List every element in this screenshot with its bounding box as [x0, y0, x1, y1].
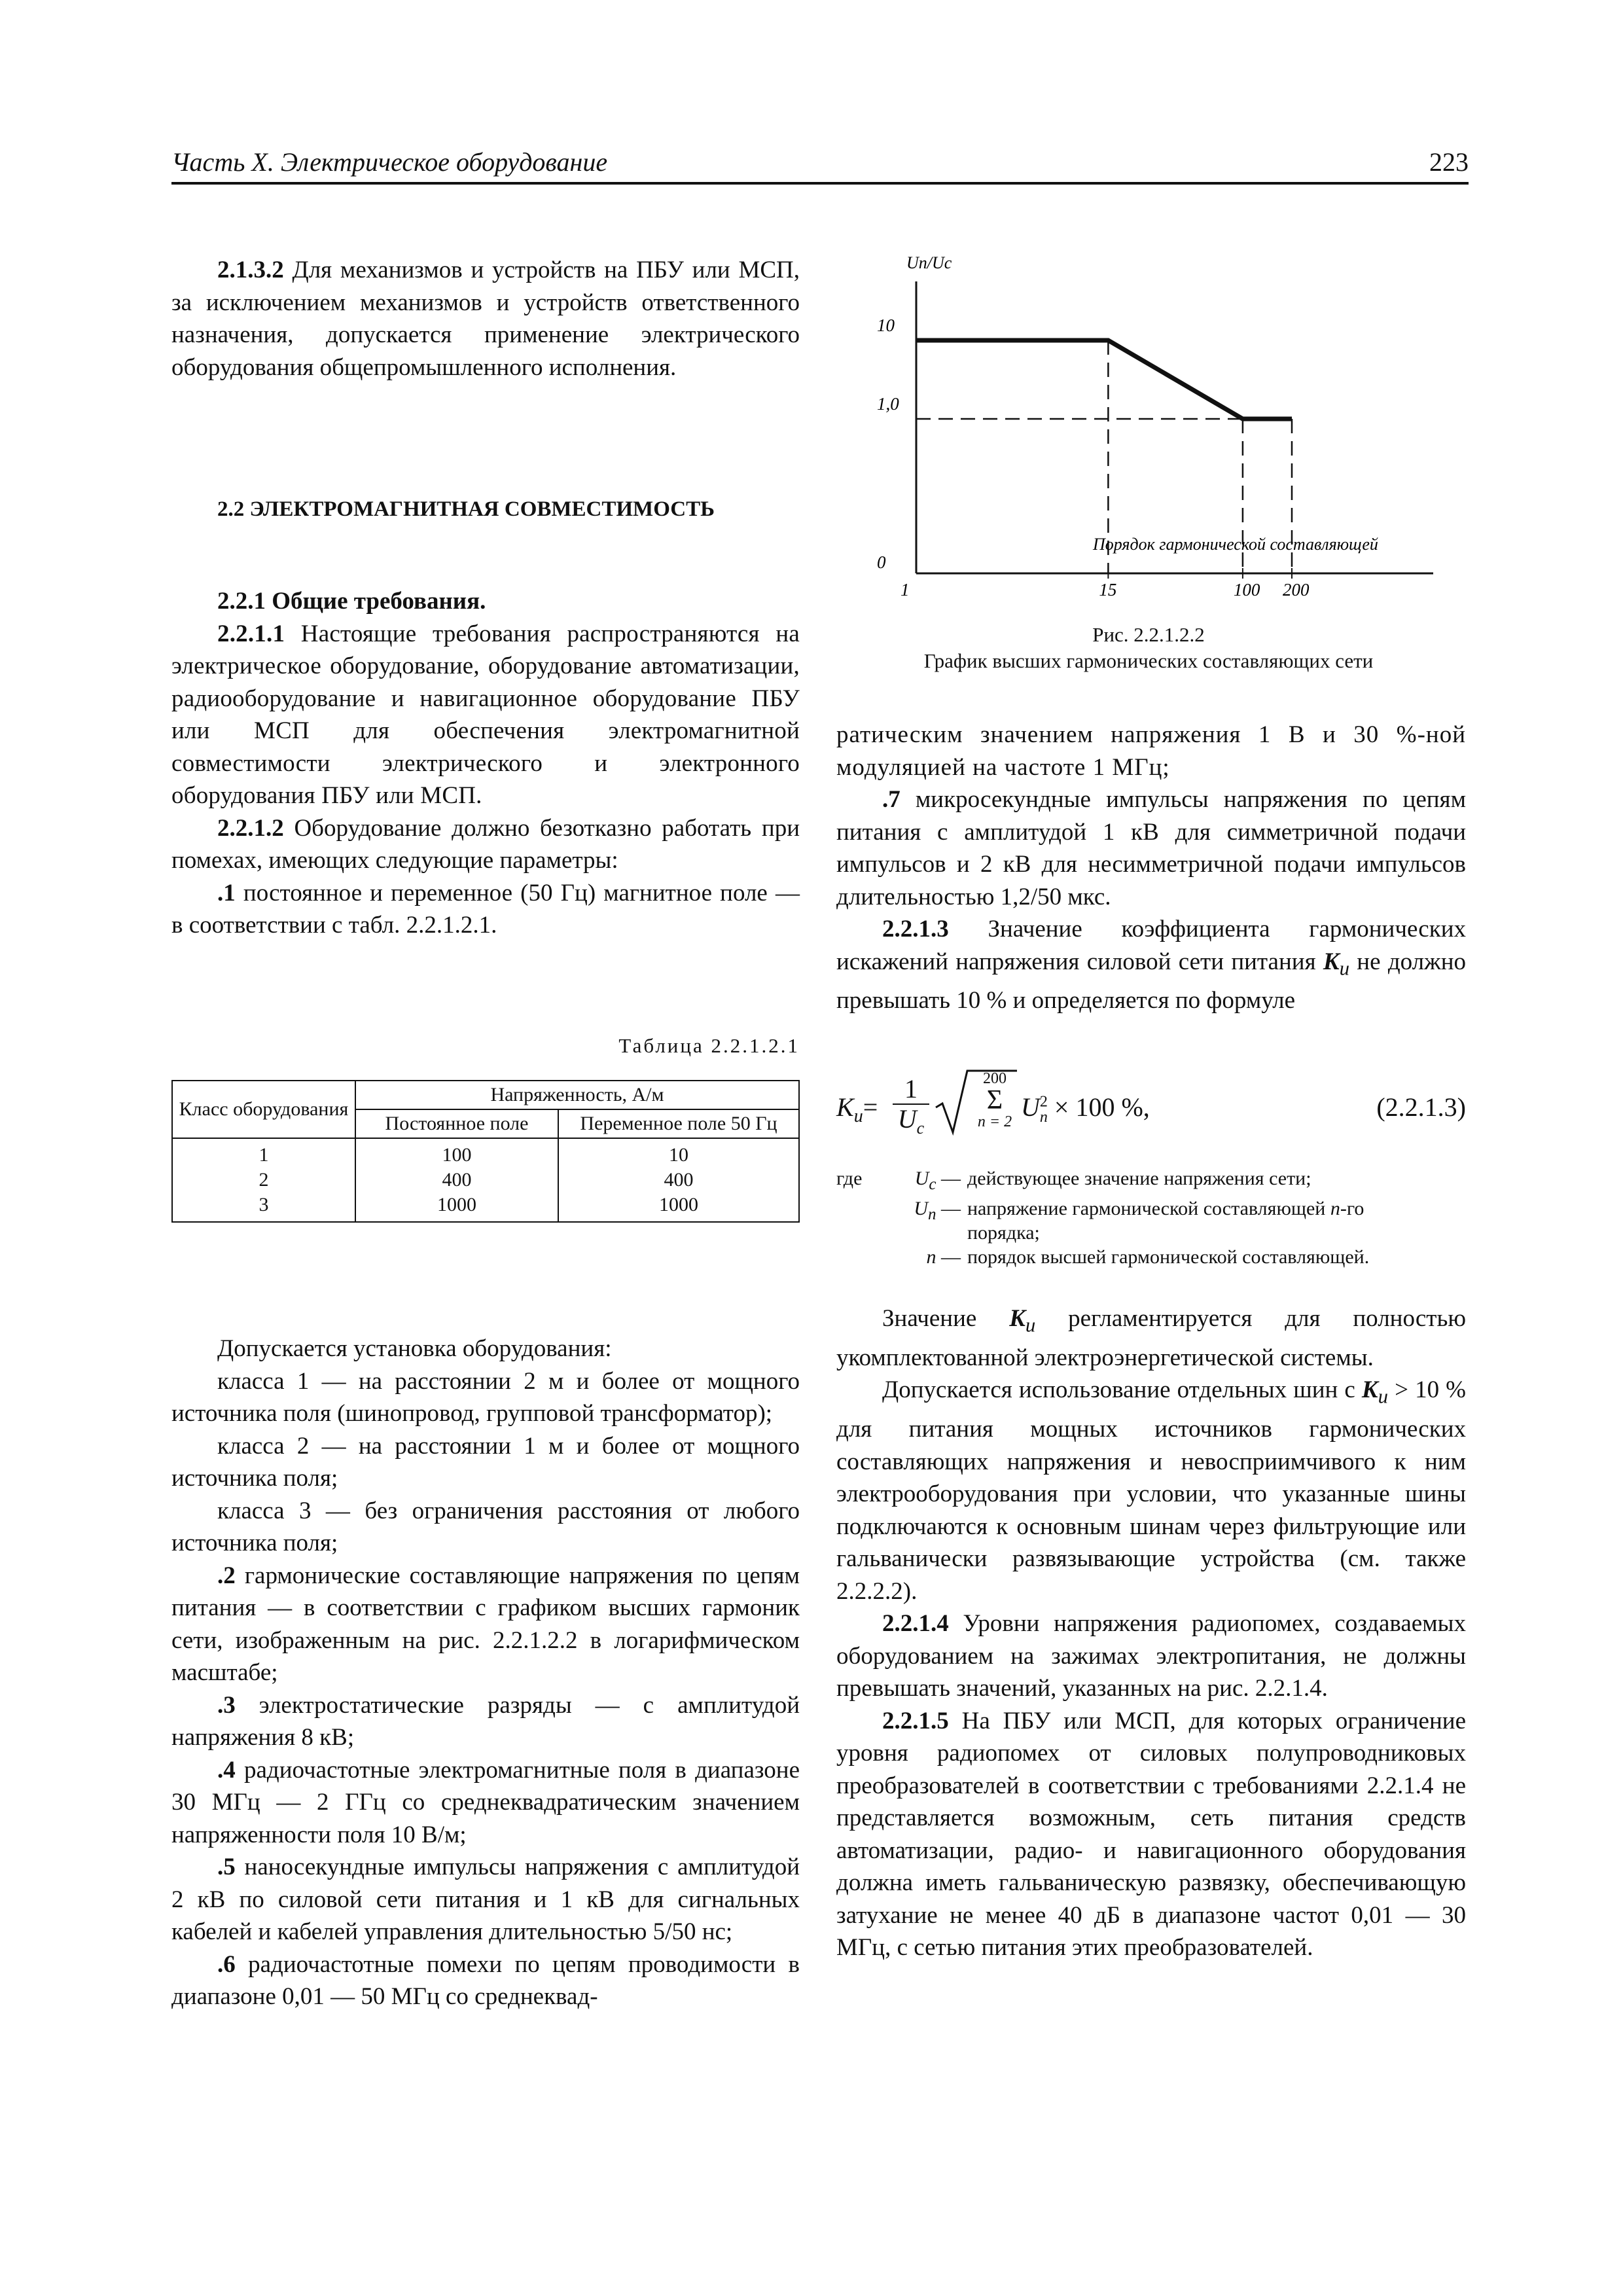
harmonics-chart [825, 242, 1472, 609]
th-dc: Постоянное поле [355, 1109, 558, 1138]
td-class-values: 1 2 3 [172, 1138, 355, 1222]
page-number: 223 [1429, 147, 1469, 177]
paragraph-2-1-3-2: 2.1.3.2 Для механизмов и устройств на ПБУ или МСП, за исключением механизмов и устройств ответственного назначения, допускается применение электрического оборудования общепромышленного исполнения. [171, 257, 800, 381]
list-item-4: .4 радиочастотные электромагнитные поля в диапазоне 30 МГц — 2 ГГц со среднеквадратическим значением напряженности поля 10 В/м; [171, 1756, 800, 1848]
right-column [836, 719, 1466, 1017]
paragraph-separate-buses: Допускается использование отдельных шин с $K_u > 10$ % для питания мощных источников гармонических составляющих напряжения и невосприимчивого к ним электрооборудования при условии, что указанные шины подключаются к основным шинам через фильтрующие или гальванически развязывающие устройства (см. также 2.2.2.2). [836, 1376, 1466, 1605]
right-column-lower [836, 1302, 1466, 1964]
formula-2-2-1-3: $K_u=$ 1 $U_c$ 200 Σ n = 2 $U^2_n \times 100$ %, (2.2.1.3) [836, 1067, 1466, 1152]
class-1-text: класса 1 — на расстоянии 2 м и более от мощного источника поля (шинопровод, групповой трансформатор); [171, 1367, 800, 1427]
paragraph-2-2-1-2: 2.2.1.2 Оборудование должно безотказно работать при помехах, имеющих следующие параметры: [171, 814, 800, 874]
formula-number: (2.2.1.3) [1376, 1092, 1466, 1122]
y-tick-label: 10 [877, 315, 895, 335]
list-item-1: .1 постоянное и переменное (50 Гц) магнитное поле — в соответствии с табл. 2.2.1.2.1. [171, 879, 800, 939]
table-caption: Таблица 2.2.1.2.1 [618, 1034, 800, 1057]
x-tick-label: 1 [901, 580, 910, 600]
paragraph-2-2-1-3: 2.2.1.3 Значение коэффициента гармонических искажений напряжения силовой сети питания $K_u$ не должно превышать 10 % и определяется по формуле [836, 916, 1466, 1014]
where-label: где [836, 1168, 863, 1189]
header-title: Часть X. Электрическое оборудование [171, 147, 608, 177]
left-column-2 [171, 585, 800, 942]
paragraph-2-2-1-1: 2.2.1.1 Настоящие требования распространяются на электрическое оборудование, оборудование автоматизации, радиооборудование и навигационное оборудование ПБУ или МСП для обеспечения электромагнитной совместимости электрического и электронного оборудования ПБУ или МСП. [171, 620, 800, 809]
td-dc-values: 100 400 1000 [355, 1138, 558, 1222]
figure-label: Рис. 2.2.1.2.2 [1092, 623, 1205, 646]
running-header [171, 145, 1469, 185]
x-axis-label: Порядок гармонической составляющей [1093, 535, 1378, 554]
left-column [171, 254, 800, 384]
allow-intro: Допускается установка оборудования: [217, 1335, 612, 1362]
x-tick-label: 200 [1283, 580, 1310, 600]
definition-1: действующее значение напряжения сети; [967, 1168, 1311, 1189]
section-title: 2.2 ЭЛЕКТРОМАГНИТНАЯ СОВМЕСТИМОСТЬ [217, 497, 715, 521]
list-item-6: .6 радиочастотные помехи по цепям проводимости в диапазоне 0,01 — 50 МГц со среднеквад- [171, 1950, 800, 2010]
td-ac-values: 10 400 1000 [558, 1138, 799, 1222]
list-item-7: .7 микросекундные импульсы напряжения по цепям питания с амплитудой 1 кВ для симметричной подачи импульсов и 2 кВ для несимметричной подачи импульсов длительностью 1,2/50 мкс. [836, 786, 1466, 910]
list-item-2: .2 гармонические составляющие напряжения по цепям питания — в соответствии с графиком высших гармоник сети, изображенным на рис. 2.2.1.2.2 в логарифмическом масштабе; [171, 1562, 800, 1686]
list-item-3: .3 электростатические разряды — с амплитудой напряжения 8 кВ; [171, 1691, 800, 1751]
formula-fraction: 1 $U_c$ [893, 1075, 929, 1143]
definition-2: напряжение гармонической составляющей n-го порядка; [967, 1198, 1364, 1244]
y-axis-label: Un/Uc [906, 253, 952, 272]
left-column-3 [171, 1333, 800, 2013]
item-6-continuation: ратическим значением напряжения 1 В и 30 %-ной модуляцией на частоте 1 МГц; [836, 721, 1466, 781]
list-item-5: .5 наносекундные импульсы напряжения с амплитудой 2 кВ по силовой сети питания и 1 кВ для сигнальных кабелей и кабелей управления длительностью 5/50 нс; [171, 1854, 800, 1945]
x-tick-label: 100 [1233, 580, 1260, 600]
figure-caption: График высших гармонических составляющих сети [923, 649, 1374, 672]
series-line-0 [916, 340, 1292, 419]
y-tick-label: 1,0 [877, 394, 899, 414]
sum-block: 200 Σ n = 2 [977, 1070, 1012, 1130]
field-strength-table [171, 1080, 800, 1223]
th-ac: Переменное поле 50 Гц [558, 1109, 799, 1138]
paragraph-ku-regulated: Значение $K_u$ регламентируется для полностью укомплектованной электроэнергетической системы. [836, 1305, 1466, 1371]
x-tick-label: 15 [1099, 580, 1117, 600]
subsection-title: 2.2.1 Общие требования. [217, 588, 486, 615]
th-class: Класс оборудования [172, 1081, 355, 1138]
paragraph-2-2-1-5: 2.2.1.5 На ПБУ или МСП, для которых ограничение уровня радиопомех от силовых полупроводниковых преобразователей в соответствии с требованиями 2.2.1.4 не представляется возможным, сеть питания средств автоматизации, радио- и навигационного оборудования должна иметь гальваническую развязку, обеспечивающую затухание не менее 40 дБ в диапазоне частот 0,01 — 30 МГц, с сетью питания этих преобразователей. [836, 1707, 1466, 1962]
paragraph-2-2-1-4: 2.2.1.4 Уровни напряжения радиопомех, создаваемых оборудованием на зажимах электропитания, не должны превышать значений, указанных на рис. 2.2.1.4. [836, 1610, 1466, 1702]
th-strength: Напряженность, А/м [355, 1081, 799, 1109]
class-3-text: класса 3 — без ограничения расстояния от любого источника поля; [171, 1497, 800, 1556]
definition-3: порядок высшей гармонической составляющей. [967, 1246, 1370, 1268]
y-tick-label: 0 [877, 552, 886, 572]
class-2-text: класса 2 — на расстоянии 1 м и более от мощного источника поля; [171, 1432, 800, 1492]
